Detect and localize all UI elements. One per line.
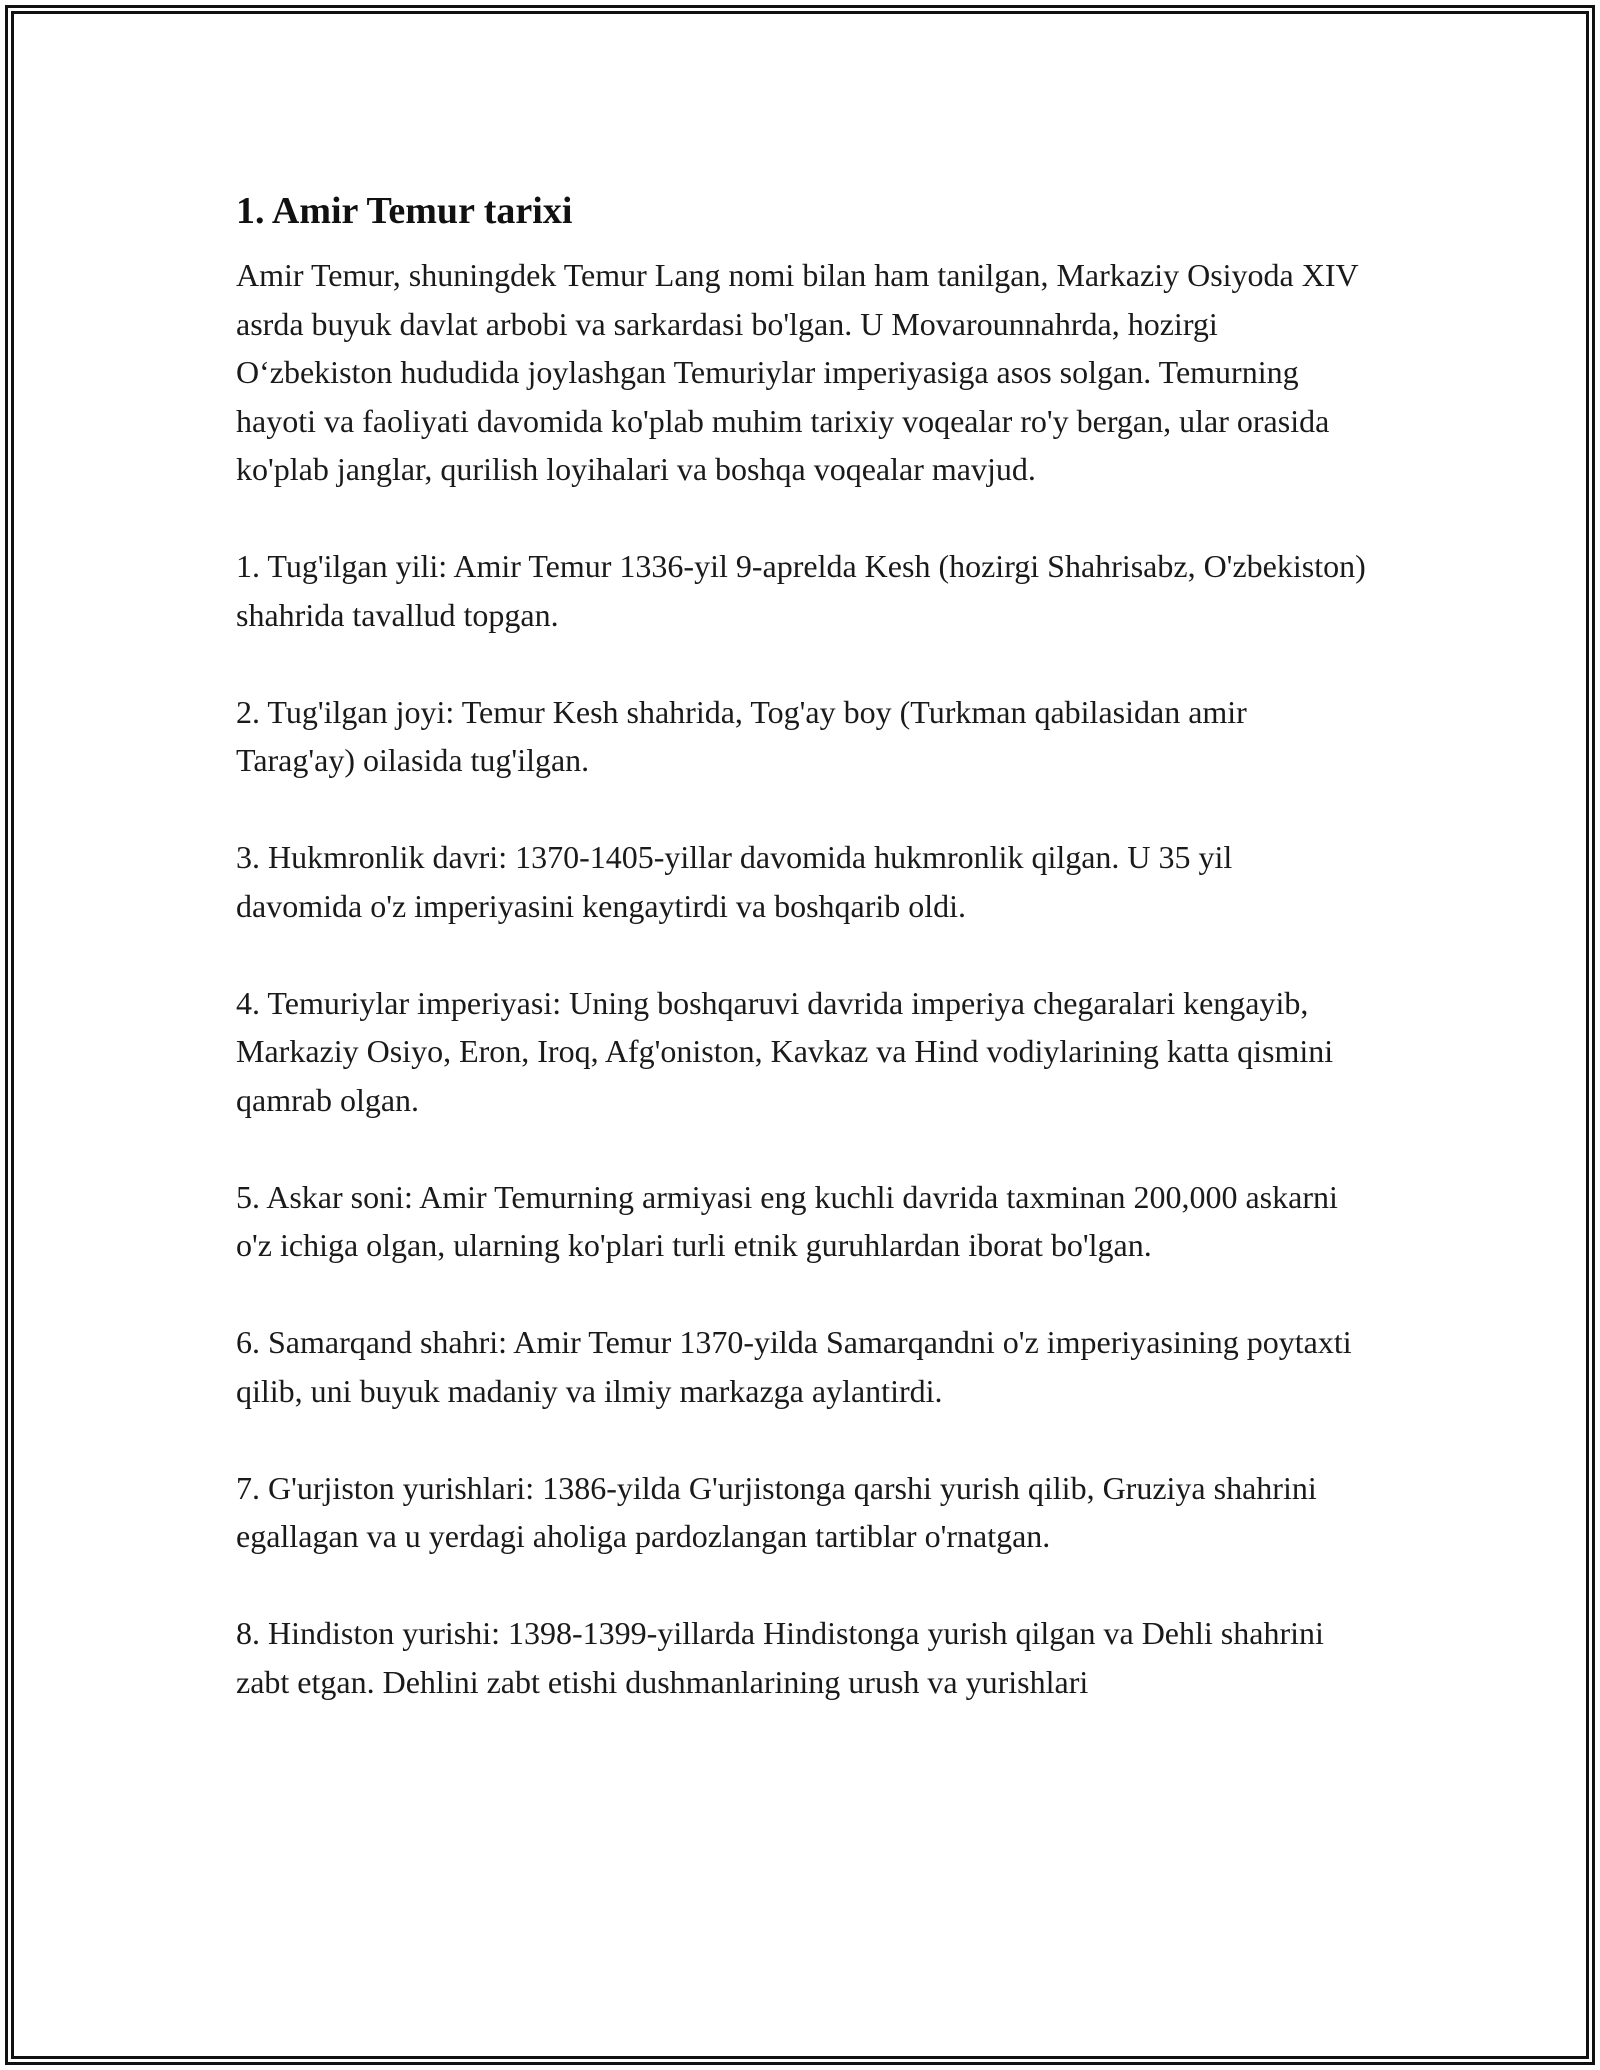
document-title: 1. Amir Temur tarixi [236, 190, 573, 232]
list-item-army: 5. Askar soni: Amir Temurning armiyasi eng kuchli davrida taxminan 200,000 askarni o'z ichiga olgan, ularning ko'plari turli etnik guruhlardan iborat bo'lgan. [236, 1178, 1338, 1263]
list-item-birthplace: 2. Tug'ilgan joyi: Temur Kesh shahrida, Tog'ay boy (Turkman qabilasidan amir Tarag'ay) oilasida tug'ilgan. [236, 693, 1247, 778]
list-item-empire: 4. Temuriylar imperiyasi: Uning boshqaruvi davrida imperiya chegaralari kengayib, Markaziy Osiyo, Eron, Iroq, Afg'oniston, Kavkaz va Hind vodiylarining katta qismini qamrab olgan. [236, 984, 1334, 1118]
intro-paragraph: Amir Temur, shuningdek Temur Lang nomi bilan ham tanilgan, Markaziy Osiyoda XIV asrda buyuk davlat arbobi va sarkardasi bo'lgan. U Movarounnahrda, hozirgi O‘zbekiston hududida joylashgan Temuriylar imperiyasiga asos solgan. Temurning hayoti va faoliyati davomida ko'plab muhim tarixiy voqealar ro'y bergan, ular orasida ko'plab janglar, qurilish loyihalari va boshqa voqealar mavjud. [236, 257, 1359, 487]
list-item-birth-year: 1. Tug'ilgan yili: Amir Temur 1336-yil 9-aprelda Kesh (hozirgi Shahrisabz, O'zbekiston) shahrida tavallud topgan. [236, 548, 1366, 633]
list-item-georgia: 7. G'urjiston yurishlari: 1386-yilda G'urjistonga qarshi yurish qilib, Gruziya shahrini egallagan va u yerdagi aholiga pardozlangan tartiblar o'rnatgan. [236, 1469, 1317, 1554]
document-body [236, 185, 1366, 1706]
list-item-samarkand: 6. Samarqand shahri: Amir Temur 1370-yilda Samarqandni o'z imperiyasining poytaxti qilib, uni buyuk madaniy va ilmiy markazga aylantirdi. [236, 1324, 1352, 1409]
list-item-india: 8. Hindiston yurishi: 1398-1399-yillarda Hindistonga yurish qilgan va Dehli shahrini zabt etgan. Dehlini zabt etishi dushmanlarining urush va yurishlari [236, 1615, 1324, 1700]
list-item-reign: 3. Hukmronlik davri: 1370-1405-yillar davomida hukmronlik qilgan. U 35 yil davomida o'z imperiyasini kengaytirdi va boshqarib oldi. [236, 839, 1233, 924]
